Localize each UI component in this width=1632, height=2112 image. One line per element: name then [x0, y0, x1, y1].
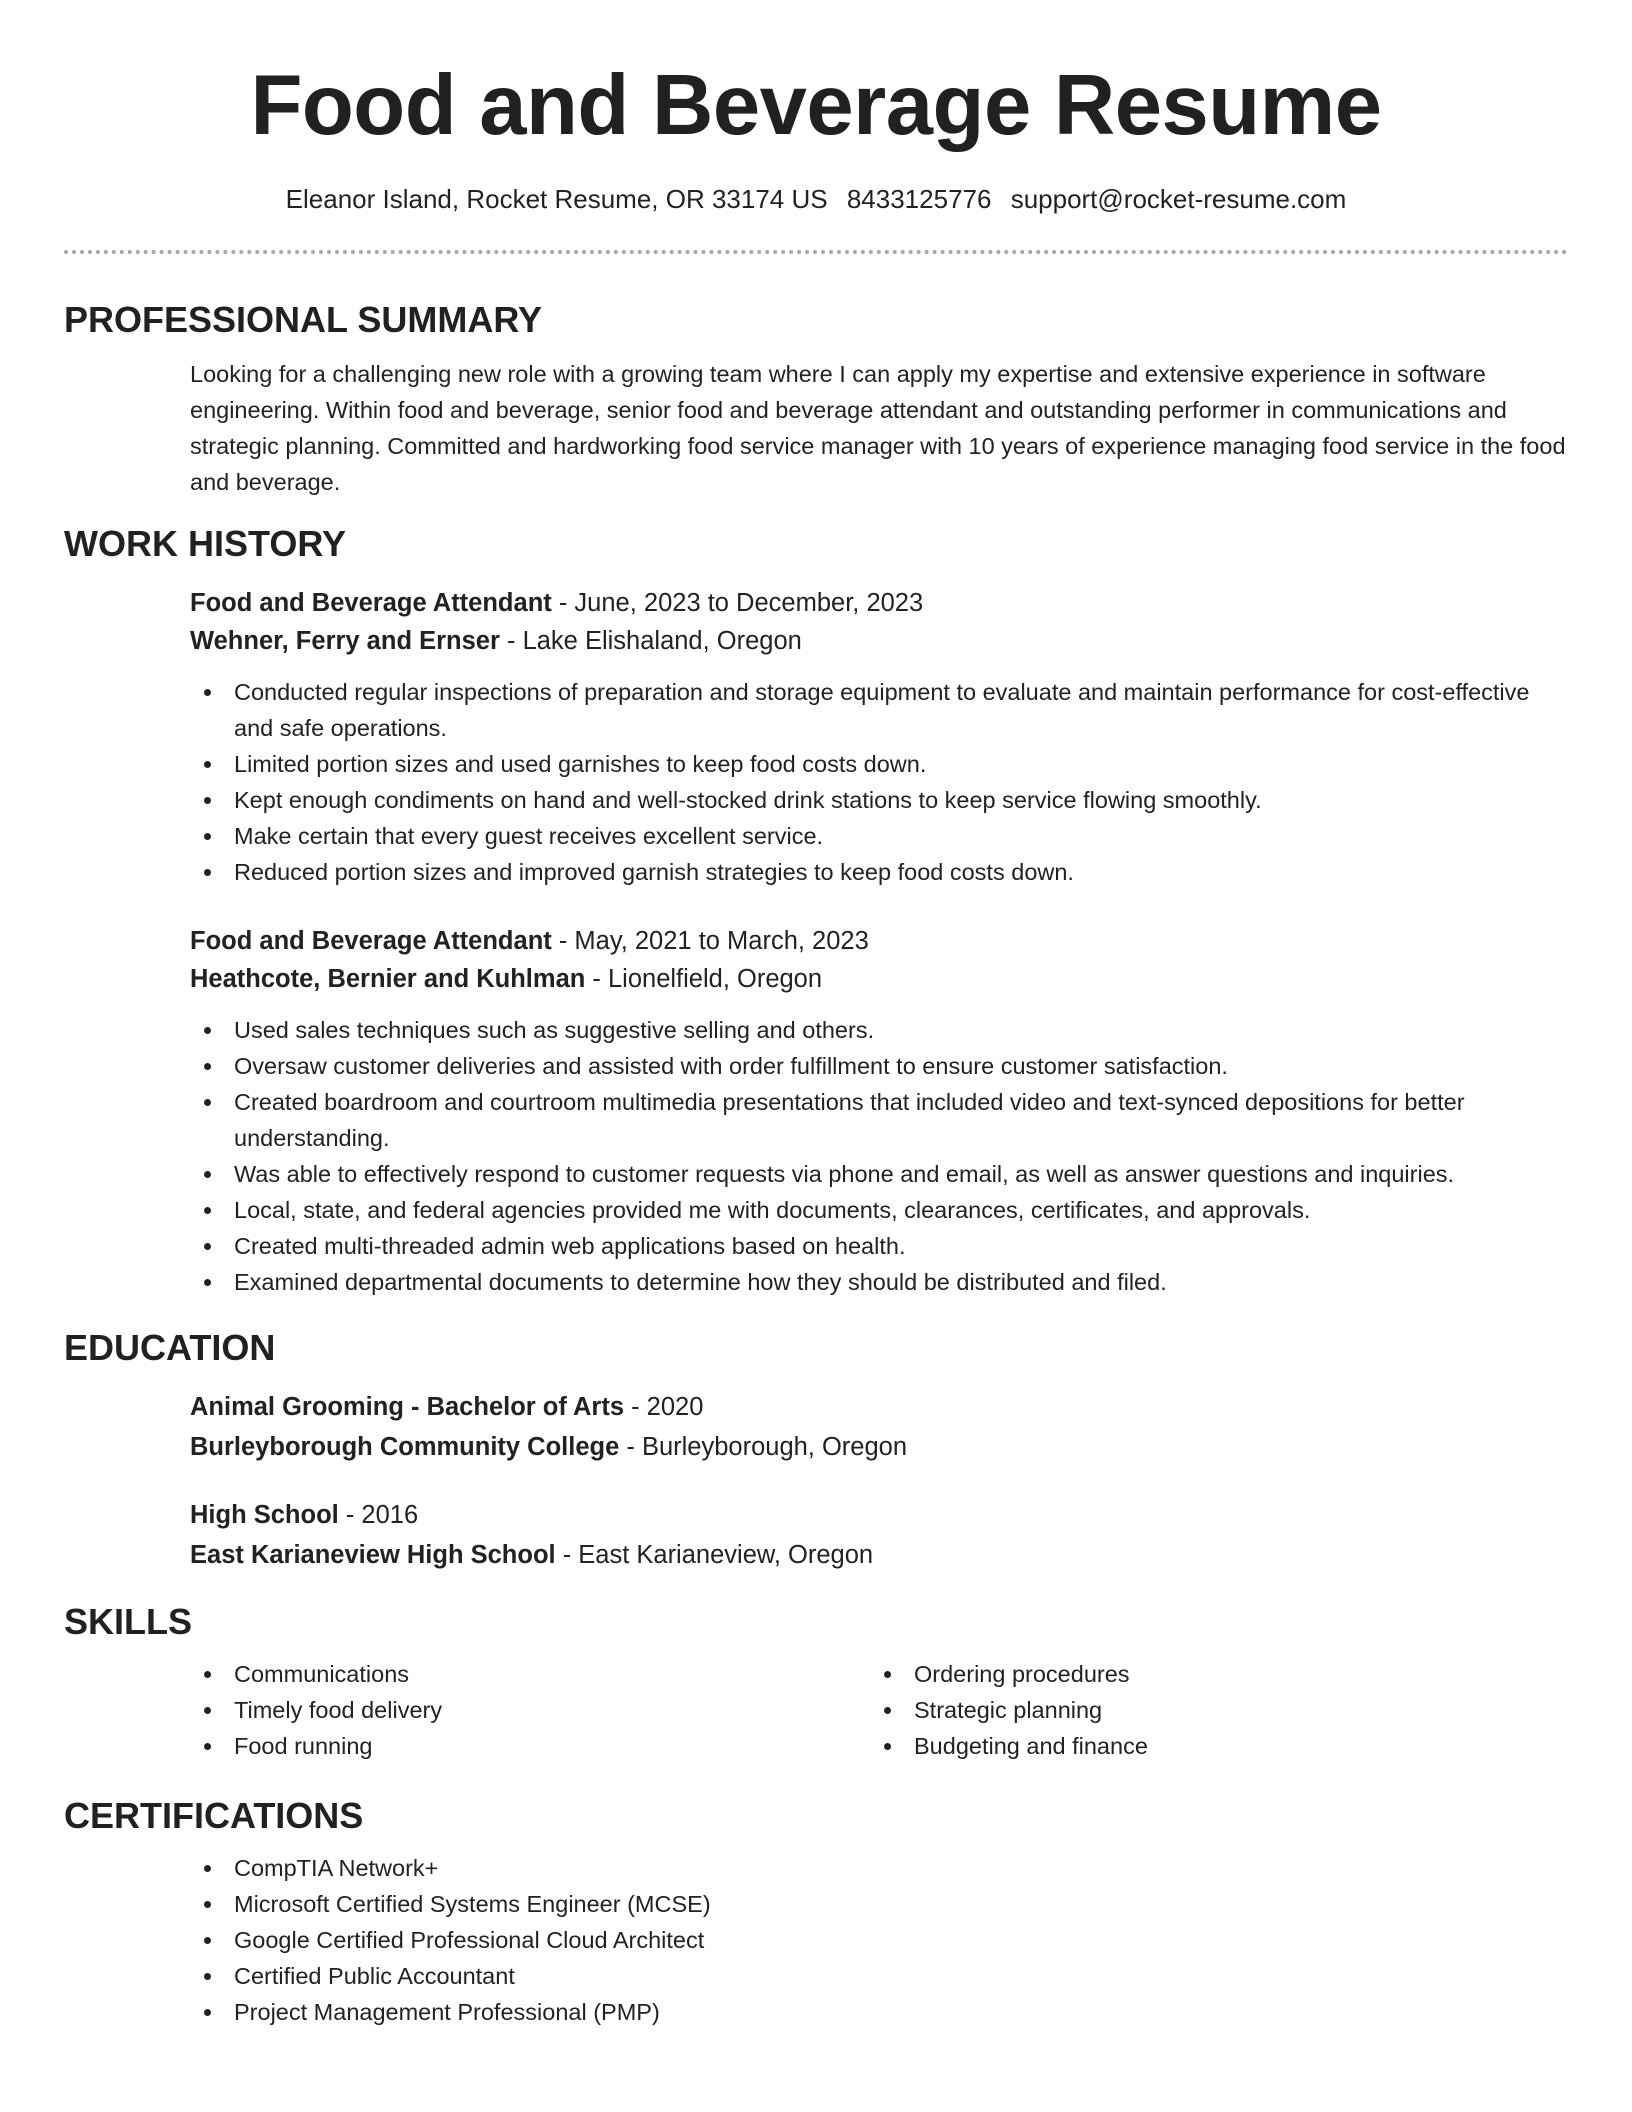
list-item: Communications [190, 1656, 870, 1692]
list-item: Created boardroom and courtroom multimedia presentations that included video and text-synced depositions for better understanding. [190, 1084, 1568, 1156]
job-location: - Lake Elishaland, Oregon [499, 627, 802, 655]
job-company: Heathcote, Bernier and Kuhlman [190, 965, 586, 993]
degree: High School [190, 1501, 339, 1529]
list-item: Make certain that every guest receives excellent service. [190, 818, 1568, 854]
list-item: Local, state, and federal agencies provided me with documents, clearances, certificates, and approvals. [190, 1192, 1568, 1228]
list-item: Kept enough condiments on hand and well-stocked drink stations to keep service flowing smoothly. [190, 782, 1568, 818]
degree-line [190, 1388, 1568, 1426]
job-location: - Lionelfield, Oregon [585, 965, 823, 993]
list-item: Project Management Professional (PMP) [190, 1994, 1568, 2030]
contact-line [64, 182, 1568, 216]
header-divider [64, 250, 1568, 254]
summary-text: Looking for a challenging new role with a growing team where I can apply my expertise and extensive experience in software engineering. Within food and beverage, senior food and beverage attendant and outstanding performer in communications and strategic planning. Committed and hardworking food service manager with 10 years of experience managing food service in the food and beverage. [190, 361, 1566, 495]
skills-list [870, 1656, 1550, 1764]
school-name: East Karianeview High School [190, 1541, 556, 1569]
education-section [64, 1326, 1568, 1574]
list-item: Microsoft Certified Systems Engineer (MCSE) [190, 1886, 1568, 1922]
job-entry [190, 922, 1568, 1300]
list-item: Strategic planning [870, 1692, 1550, 1728]
school-location: - Burleyborough, Oregon [619, 1433, 908, 1461]
job-title-line [190, 922, 1568, 960]
contact-address: Eleanor Island, Rocket Resume, OR 33174 US [285, 184, 828, 214]
work-history-section [64, 522, 1568, 1300]
skills-list [190, 1656, 870, 1764]
degree-line [190, 1496, 1568, 1534]
school-line [190, 1428, 1568, 1466]
list-item: Conducted regular inspections of preparation and storage equipment to evaluate and maintain performance for cost-effective and safe operations. [190, 674, 1568, 746]
school-name: Burleyborough Community College [190, 1433, 620, 1461]
job-title: Food and Beverage Attendant [190, 927, 552, 955]
list-item: Food running [190, 1728, 870, 1764]
certifications-list [190, 1850, 1568, 2030]
job-company-line [190, 622, 1568, 660]
list-item: Certified Public Accountant [190, 1958, 1568, 1994]
list-item: CompTIA Network+ [190, 1850, 1568, 1886]
list-item: Limited portion sizes and used garnishes to keep food costs down. [190, 746, 1568, 782]
job-dates: - June, 2023 to December, 2023 [551, 589, 924, 617]
list-item: Created multi-threaded admin web applications based on health. [190, 1228, 1568, 1264]
job-title-line [190, 584, 1568, 622]
contact-email: support@rocket-resume.com [1010, 184, 1347, 214]
list-item: Was able to effectively respond to customer requests via phone and email, as well as answer questions and inquiries. [190, 1156, 1568, 1192]
graduation-year: - 2020 [624, 1393, 704, 1421]
job-company: Wehner, Ferry and Ernser [190, 627, 500, 655]
certifications-section [64, 1794, 1568, 2030]
skills-section [64, 1600, 1568, 1764]
list-item: Used sales techniques such as suggestive selling and others. [190, 1012, 1568, 1048]
skills-grid [190, 1656, 1568, 1764]
resume-title: Food and Beverage Resume [250, 58, 1382, 153]
resume-page [64, 0, 1568, 2030]
job-dates: - May, 2021 to March, 2023 [551, 927, 869, 955]
summary-heading: PROFESSIONAL SUMMARY [64, 299, 543, 340]
work-history-heading: WORK HISTORY [64, 523, 347, 564]
job-company-line [190, 960, 1568, 998]
certifications-heading: CERTIFICATIONS [64, 1795, 364, 1836]
summary-section [64, 298, 1568, 500]
job-bullets [190, 1012, 1568, 1300]
job-bullets [190, 674, 1568, 890]
job-entry [190, 584, 1568, 890]
list-item: Examined departmental documents to determine how they should be distributed and filed. [190, 1264, 1568, 1300]
list-item: Google Certified Professional Cloud Architect [190, 1922, 1568, 1958]
list-item: Reduced portion sizes and improved garnish strategies to keep food costs down. [190, 854, 1568, 890]
skills-heading: SKILLS [64, 1601, 193, 1642]
list-item: Ordering procedures [870, 1656, 1550, 1692]
skills-column-right [870, 1656, 1550, 1764]
school-line [190, 1536, 1568, 1574]
education-entry [190, 1496, 1568, 1574]
skills-column-left [190, 1656, 870, 1764]
degree: Animal Grooming - Bachelor of Arts [190, 1393, 625, 1421]
contact-phone: 8433125776 [846, 184, 992, 214]
job-title: Food and Beverage Attendant [190, 589, 552, 617]
education-heading: EDUCATION [64, 1327, 276, 1368]
graduation-year: - 2016 [338, 1501, 419, 1529]
list-item: Oversaw customer deliveries and assisted with order fulfillment to ensure customer satisfaction. [190, 1048, 1568, 1084]
education-entry [190, 1388, 1568, 1466]
school-location: - East Karianeview, Oregon [555, 1541, 874, 1569]
list-item: Budgeting and finance [870, 1728, 1550, 1764]
list-item: Timely food delivery [190, 1692, 870, 1728]
